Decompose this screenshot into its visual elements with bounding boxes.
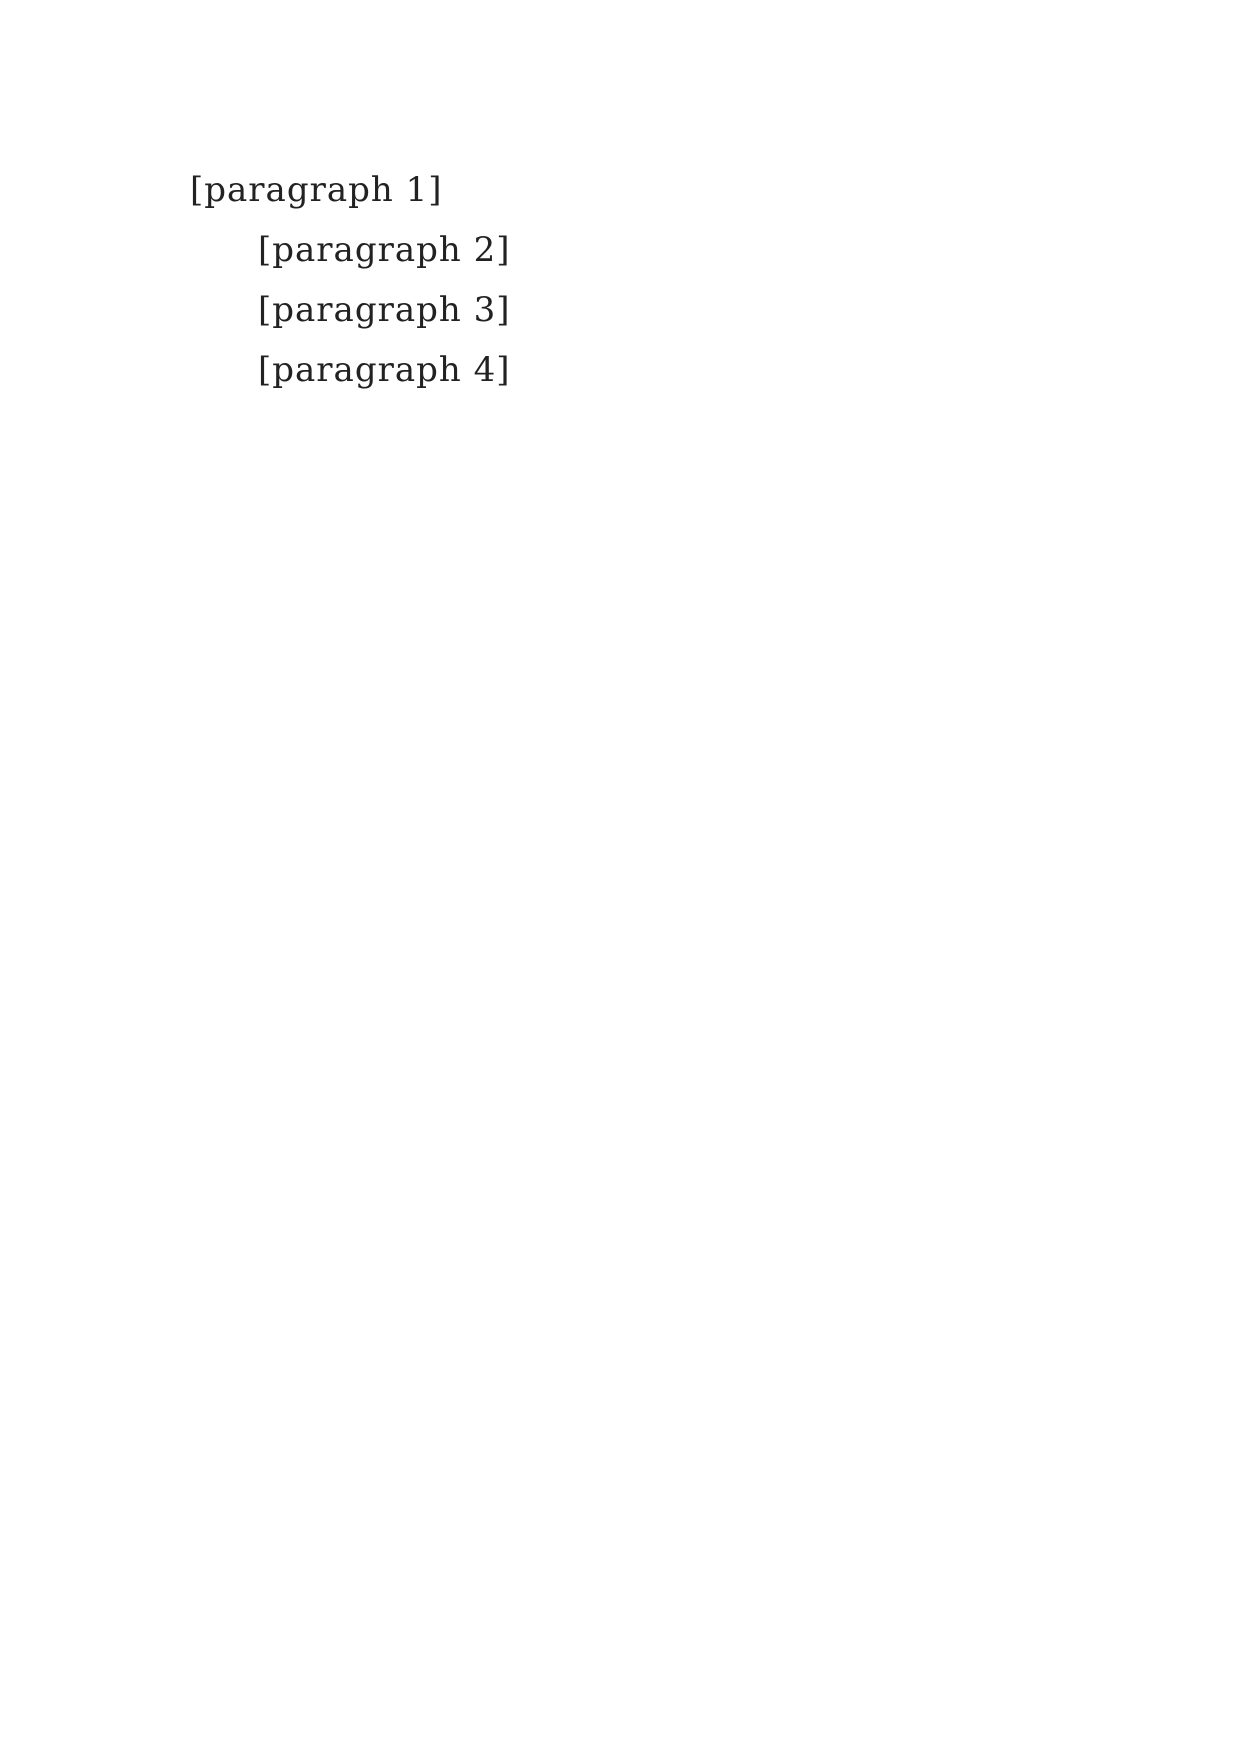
paragraph: [paragraph 4] bbox=[258, 350, 511, 390]
paragraph-continuation: [paragraph 1] bbox=[190, 170, 443, 210]
paragraph: [paragraph 3] bbox=[258, 290, 511, 330]
paragraph: [paragraph 2] bbox=[258, 230, 511, 270]
document-body bbox=[190, 160, 1050, 400]
